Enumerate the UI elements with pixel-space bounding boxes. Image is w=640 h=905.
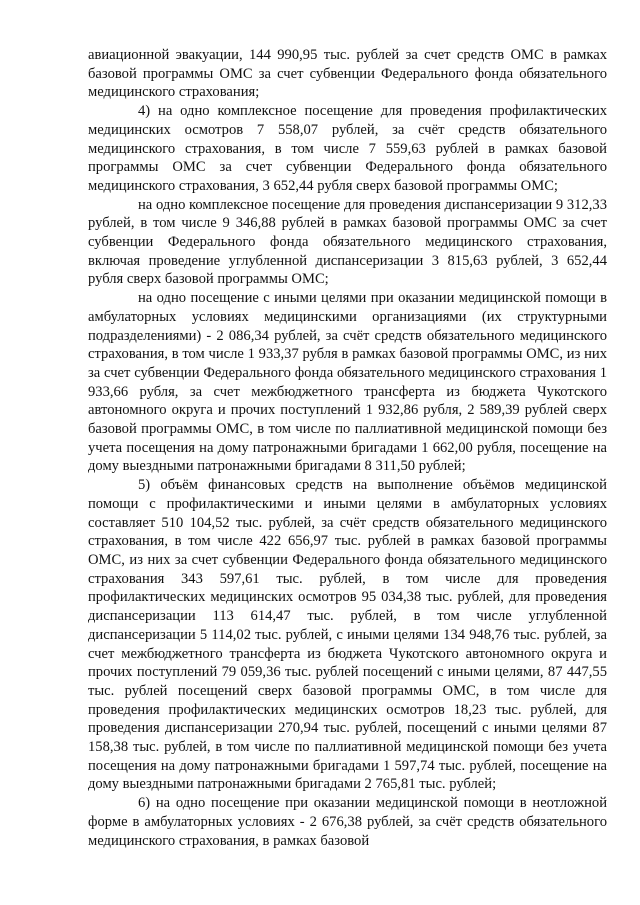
paragraph-other-purpose-visits: на одно посещение с иными целями при оказании медицинской помощи в амбулаторных условиях медицинскими организациями (их структурными подразделениями) - 2 086,34 рублей, за счёт средств обязательного медицинского страхования, в том числе 1 933,37 рубля в рамках базовой программы ОМС, из них за счет субвенции Федерального фонда обязательного медицинского страхования 1 933,66 рубля, за счет межбюджетного трансферта из бюджета Чукотского автономного округа и прочих поступлений 1 932,86 рубля, 2 589,39 рублей сверх базовой программы ОМС, в том числе по паллиативной медицинской помощи без учета посещения на дому патронажными бригадами 1 662,00 рубля, посещение на дому выездными патронажными бригадами 8 311,50 рублей; xyxy=(88,290,607,475)
document-page xyxy=(88,46,607,850)
paragraph-air-evacuation: авиационной эвакуации, 144 990,95 тыс. рублей за счет средств ОМС в рамках базовой программы ОМС за счет субвенции Федерального фонда обязательного медицинского страхования; xyxy=(88,47,607,101)
paragraph-item-4-preventive-exams: 4) на одно комплексное посещение для проведения профилактических медицинских осмотров 7 558,07 рублей, за счёт средств обязательного медицинского страхования, в том числе 7 559,63 рублей в рамках базовой программы ОМС за счет субвенции Федерального фонда обязательного медицинского страхования, 3 652,44 рубля сверх базовой программы ОМС; xyxy=(88,103,607,194)
paragraph-dispensarization: на одно комплексное посещение для проведения диспансеризации 9 312,33 рублей, в том числе 9 346,88 рублей в рамках базовой программы ОМС за счет субвенции Федерального фонда обязательного медицинского страхования, включая проведение углубленной диспансеризации 3 815,63 рублей, 3 652,44 рубля сверх базовой программы ОМС; xyxy=(88,196,607,288)
paragraph-item-5-financial-volume: 5) объём финансовых средств на выполнение объёмов медицинской помощи с профилактическими и иными целями в амбулаторных условиях составляет 510 104,52 тыс. рублей, за счёт средств обязательного медицинского страхования, в том числе 422 656,97 тыс. рублей в рамках базовой программы ОМС, из них за счет субвенции Федерального фонда обязательного медицинского страхования 343 597,61 тыс. рублей, в том числе для проведения профилактических медицинских осмотров 95 034,38 тыс. рублей, для проведения диспансеризации 113 614,47 тыс. рублей, в том числе углубленной диспансеризации 5 114,02 тыс. рублей, с иными целями 134 948,76 тыс. рублей, за счет межбюджетного трансферта из бюджета Чукотского автономного округа и прочих поступлений 79 059,36 тыс. рублей посещений с иными целями, 87 447,55 тыс. рублей посещений сверх базовой программы ОМС, в том числе для проведения профилактических медицинских осмотров 18,23 тыс. рублей, для проведения диспансеризации 270,94 тыс. рублей, посещений с иными целями 87 158,38 тыс. рублей, в том числе по паллиативной медицинской помощи без учета посещения на дому патронажными бригадами 1 597,74 тыс. рублей, посещение на дому выездными патронажными бригадами 2 765,81 тыс. рублей; xyxy=(88,477,607,793)
paragraph-item-6-urgent-care: 6) на одно посещение при оказании медицинской помощи в неотложной форме в амбулаторных условиях - 2 676,38 рублей, за счёт средств обязательного медицинского страхования, в рамках базовой xyxy=(88,795,607,849)
